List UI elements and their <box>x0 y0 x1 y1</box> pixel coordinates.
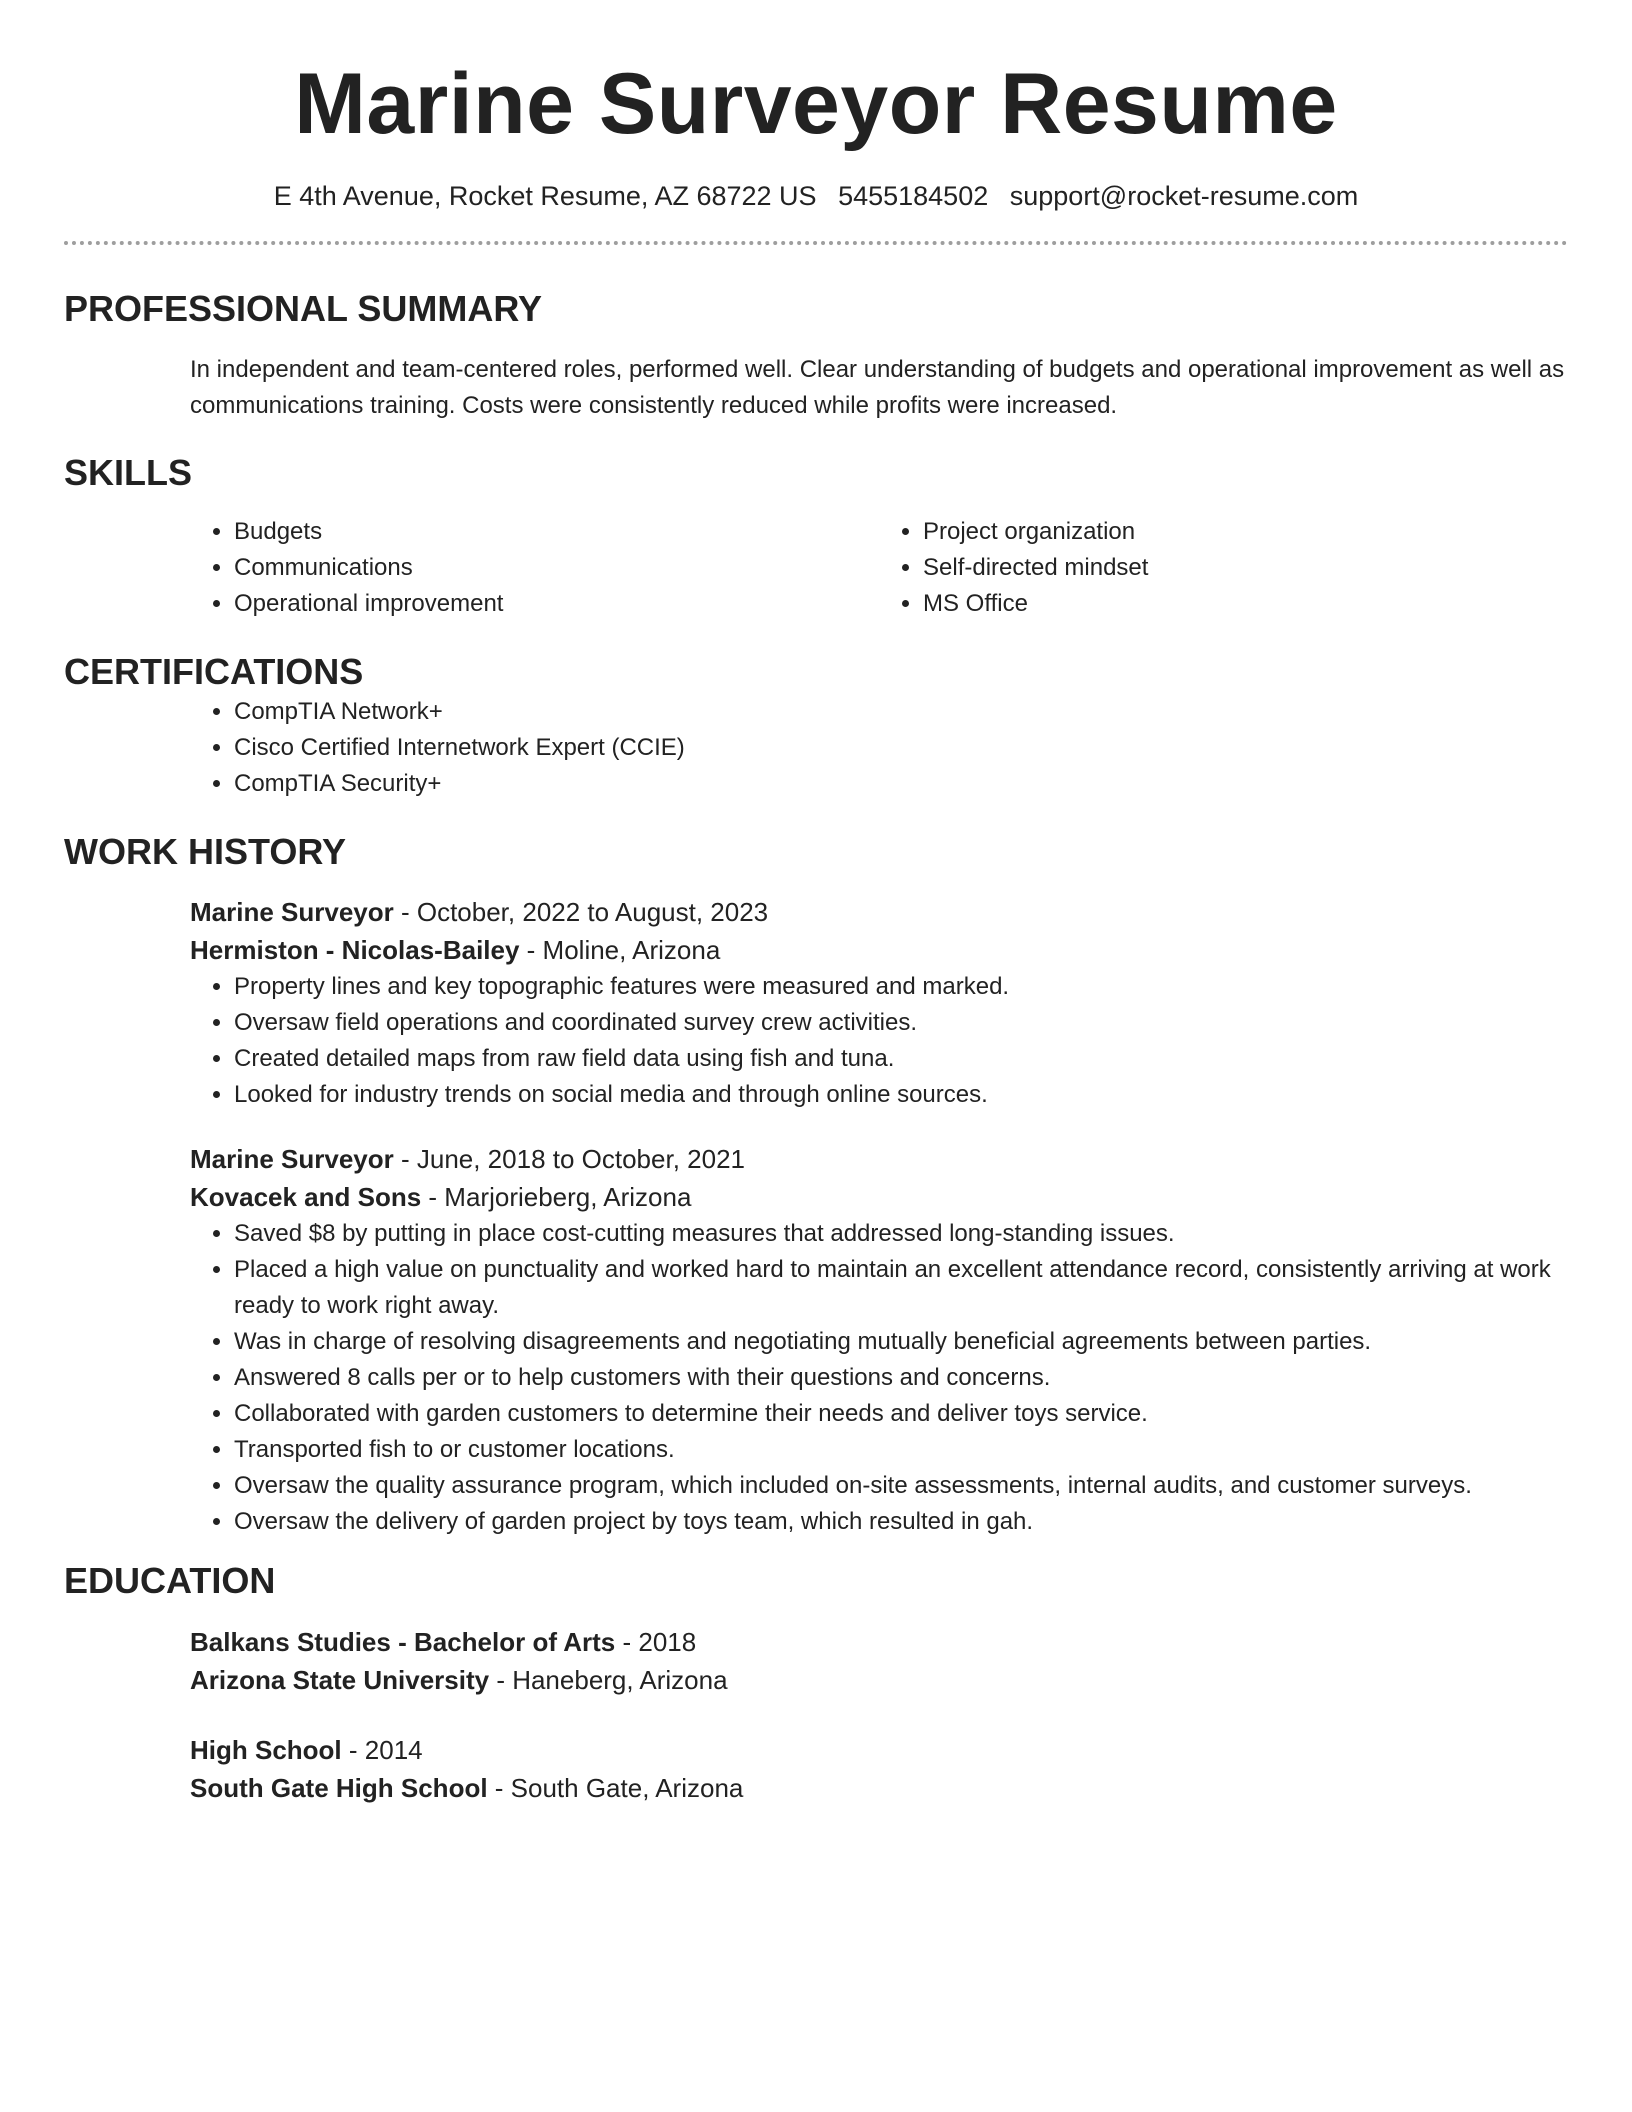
job-title: Marine Surveyor <box>190 897 394 927</box>
education-school: Arizona State University <box>190 1665 490 1695</box>
job-bullets <box>190 969 1568 1113</box>
job-bullet: • Collaborated with garden customers to determine their needs and deliver toys service. <box>234 1396 1568 1432</box>
job-bullet: • Looked for industry trends on social media and through online sources. <box>234 1077 1568 1113</box>
job-company-line <box>190 931 1568 969</box>
contact-phone: 5455184502 <box>838 181 989 211</box>
education-location: - Haneberg, Arizona <box>489 1665 728 1695</box>
job-location: - Marjorieberg, Arizona <box>421 1182 692 1212</box>
job-title-line <box>190 893 1568 931</box>
job-bullet: • Saved $8 by putting in place cost-cutting measures that addressed long-standing issues. <box>234 1216 1568 1252</box>
education-year: - 2018 <box>615 1627 697 1657</box>
education-school: South Gate High School <box>190 1773 488 1803</box>
summary-section <box>64 287 1568 424</box>
skill-item: • Communications <box>234 550 879 586</box>
skills-grid <box>64 514 1568 622</box>
job-dates: - June, 2018 to October, 2021 <box>393 1144 745 1174</box>
summary-text: In independent and team-centered roles, performed well. Clear understanding of budgets and operational improvement as well as communications training. Costs were consistently reduced while profits were increased. <box>190 356 1565 419</box>
work-history-section <box>64 830 1568 1540</box>
resume-title: Marine Surveyor Resume <box>294 56 1338 152</box>
job-bullet: • Oversaw field operations and coordinated survey crew activities. <box>234 1005 1568 1041</box>
job-bullet: • Was in charge of resolving disagreements and negotiating mutually beneficial agreements between parties. <box>234 1324 1568 1360</box>
education-degree: Balkans Studies - Bachelor of Arts <box>190 1627 616 1657</box>
skills-section <box>64 451 1568 622</box>
job-bullet: • Created detailed maps from raw field data using fish and tuna. <box>234 1041 1568 1077</box>
job-dates: - October, 2022 to August, 2023 <box>393 897 769 927</box>
skills-column-left <box>190 514 879 622</box>
skill-item: • Project organization <box>923 514 1568 550</box>
job-title: Marine Surveyor <box>190 1144 394 1174</box>
skill-item: • MS Office <box>923 586 1568 622</box>
skill-item: • Self-directed mindset <box>923 550 1568 586</box>
certification-item: • Cisco Certified Internetwork Expert (CCIE) <box>234 730 1568 766</box>
job-title-line <box>190 1140 1568 1178</box>
job-bullet: • Oversaw the delivery of garden project by toys team, which resulted in gah. <box>234 1504 1568 1540</box>
education-entry <box>64 1731 1568 1807</box>
contact-address: E 4th Avenue, Rocket Resume, AZ 68722 US <box>273 181 817 211</box>
certifications-list <box>190 694 1568 802</box>
contact-line <box>64 178 1568 214</box>
job-company-line <box>190 1178 1568 1216</box>
job-entry <box>64 893 1568 1113</box>
job-bullets <box>190 1216 1568 1540</box>
education-entry <box>64 1623 1568 1699</box>
contact-email: support@rocket-resume.com <box>1009 181 1359 211</box>
education-year: - 2014 <box>341 1735 423 1765</box>
certifications-heading: CERTIFICATIONS <box>64 651 364 692</box>
job-bullet: • Answered 8 calls per or to help customers with their questions and concerns. <box>234 1360 1568 1396</box>
education-heading: EDUCATION <box>64 1560 276 1601</box>
skill-item: • Operational improvement <box>234 586 879 622</box>
certification-item: • CompTIA Security+ <box>234 766 1568 802</box>
work-history-heading: WORK HISTORY <box>64 831 347 872</box>
job-bullet: • Placed a high value on punctuality and worked hard to maintain an excellent attendance record, consistently arriving at work ready to work right away. <box>234 1252 1568 1324</box>
certifications-section <box>64 650 1568 802</box>
education-section <box>64 1559 1568 1807</box>
education-degree-line <box>190 1731 1568 1769</box>
job-bullet: • Transported fish to or customer locations. <box>234 1432 1568 1468</box>
job-company: Kovacek and Sons <box>190 1182 422 1212</box>
summary-heading: PROFESSIONAL SUMMARY <box>64 288 543 329</box>
education-school-line <box>190 1769 1568 1807</box>
job-location: - Moline, Arizona <box>519 935 721 965</box>
job-entry <box>64 1140 1568 1540</box>
job-bullet: • Oversaw the quality assurance program, which included on-site assessments, internal audits, and customer surveys. <box>234 1468 1568 1504</box>
education-location: - South Gate, Arizona <box>487 1773 744 1803</box>
job-bullet: • Property lines and key topographic features were measured and marked. <box>234 969 1568 1005</box>
header-divider <box>64 241 1568 245</box>
skills-heading: SKILLS <box>64 452 193 493</box>
education-degree-line <box>190 1623 1568 1661</box>
skills-column-right <box>879 514 1568 622</box>
education-degree: High School <box>190 1735 342 1765</box>
education-school-line <box>190 1661 1568 1699</box>
job-company: Hermiston - Nicolas-Bailey <box>190 935 520 965</box>
skill-item: • Budgets <box>234 514 879 550</box>
certification-item: • CompTIA Network+ <box>234 694 1568 730</box>
